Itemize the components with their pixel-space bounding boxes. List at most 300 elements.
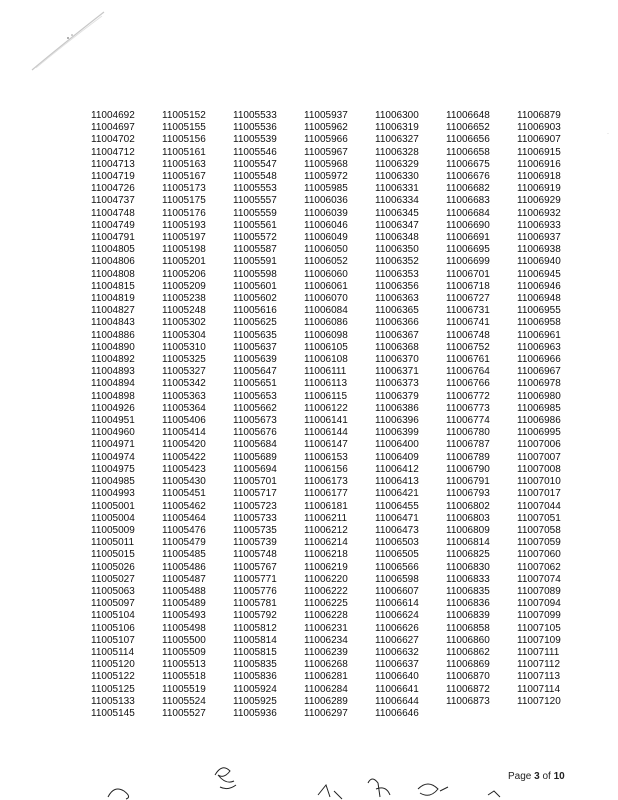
- id-cell: 11004819: [91, 293, 135, 305]
- table-row: [91, 647, 577, 659]
- id-cell: 11005498: [162, 622, 206, 634]
- id-cell: 11006289: [304, 695, 348, 707]
- id-cell: 11004893: [91, 366, 135, 378]
- id-cell: 11006153: [304, 451, 348, 463]
- id-cell: 11005363: [162, 390, 206, 402]
- id-cell: 11005464: [162, 512, 206, 524]
- id-cell: 11005689: [233, 451, 277, 463]
- id-cell: 11005539: [233, 134, 277, 146]
- id-cell: 11007060: [517, 549, 561, 561]
- id-cell: 11005509: [162, 646, 206, 658]
- id-cell: 11004692: [91, 110, 135, 121]
- signature-3: [318, 785, 342, 799]
- id-cell: 11006860: [446, 634, 490, 646]
- id-cell: 11004975: [91, 463, 135, 475]
- id-cell: 11006111: [304, 366, 347, 378]
- id-cell: 11005106: [91, 622, 135, 634]
- id-cell: 11007059: [517, 537, 561, 549]
- id-cell: 11006108: [304, 354, 348, 366]
- id-cell: 11004886: [91, 329, 135, 341]
- id-cell: 11005635: [233, 329, 277, 341]
- id-cell: 11005781: [233, 598, 277, 610]
- id-cell: 11006940: [517, 256, 561, 268]
- id-cell: 11006675: [446, 158, 490, 170]
- id-cell: 11005559: [233, 207, 277, 219]
- id-cell: 11006214: [304, 537, 348, 549]
- scan-mark: [28, 8, 108, 78]
- id-cell: 11005776: [233, 585, 277, 597]
- id-cell: 11006421: [375, 488, 419, 500]
- id-cell: 11006177: [304, 488, 348, 500]
- id-cell: 11007112: [517, 659, 561, 671]
- id-cell: 11004971: [91, 439, 135, 451]
- id-cell: 11006748: [446, 329, 490, 341]
- id-cell: 11006367: [375, 329, 419, 341]
- id-cell: 11006766: [446, 378, 490, 390]
- id-cell: 11005489: [162, 598, 206, 610]
- table-row: [91, 305, 577, 317]
- id-cell: 11005639: [233, 354, 277, 366]
- id-cell: 11005248: [162, 305, 206, 317]
- id-cell: 11006329: [375, 158, 419, 170]
- id-cell: 11006946: [517, 280, 561, 292]
- id-cell: 11006220: [304, 573, 348, 585]
- table-row: [91, 220, 577, 232]
- id-cell: 11005601: [233, 280, 277, 292]
- id-cell: 11007114: [517, 683, 561, 695]
- id-cell: 11005967: [304, 146, 348, 158]
- table-row: [91, 269, 577, 281]
- table-row: [91, 562, 577, 574]
- id-cell: 11005739: [233, 537, 277, 549]
- id-cell: 11007111: [517, 646, 560, 658]
- id-cell: 11004843: [91, 317, 135, 329]
- id-cell: 11004985: [91, 476, 135, 488]
- table-row: [91, 488, 577, 500]
- id-cell: [446, 708, 517, 720]
- id-cell: 11006644: [375, 695, 419, 707]
- id-cell: 11006365: [375, 305, 419, 317]
- id-cell: 11006640: [375, 671, 419, 683]
- id-cell: 11005238: [162, 293, 206, 305]
- id-cell: 11006352: [375, 256, 419, 268]
- id-cell: 11005836: [233, 671, 277, 683]
- id-cell: 11006347: [375, 219, 419, 231]
- id-cell: 11005145: [91, 707, 135, 719]
- table-row: [91, 415, 577, 427]
- table-row: [91, 537, 577, 549]
- id-cell: 11005004: [91, 512, 135, 524]
- id-cell: 11005966: [304, 134, 348, 146]
- id-cell: 11005175: [162, 195, 206, 207]
- id-cell: 11005302: [162, 317, 206, 329]
- id-cell: 11006225: [304, 598, 348, 610]
- id-cell: 11005201: [162, 256, 206, 268]
- id-cell: 11006873: [446, 695, 490, 707]
- id-cell: 11005026: [91, 561, 135, 573]
- signature-2: [215, 768, 236, 789]
- id-cell: 11004890: [91, 341, 135, 353]
- id-cell: 11006050: [304, 244, 348, 256]
- id-cell: 11006833: [446, 573, 490, 585]
- id-cell: 11005027: [91, 573, 135, 585]
- id-cell: 11006379: [375, 390, 419, 402]
- id-cell: 11005533: [233, 110, 277, 121]
- id-cell: 11006937: [517, 232, 561, 244]
- id-cell: 11006773: [446, 402, 490, 414]
- id-cell: 11006598: [375, 573, 419, 585]
- id-cell: 11005479: [162, 537, 206, 549]
- id-cell: 11005063: [91, 585, 135, 597]
- id-cell: 11005662: [233, 402, 277, 414]
- id-cell: 11006958: [517, 317, 561, 329]
- id-cell: 11006061: [304, 280, 348, 292]
- id-cell: 11005553: [233, 183, 277, 195]
- id-cell: 11007051: [517, 512, 561, 524]
- id-cell: 11006967: [517, 366, 561, 378]
- id-cell: 11006268: [304, 659, 348, 671]
- table-row: [91, 708, 577, 720]
- table-row: [91, 122, 577, 134]
- id-cell: 11007120: [517, 695, 561, 707]
- id-cell: 11005587: [233, 244, 277, 256]
- id-cell: 11005602: [233, 293, 277, 305]
- id-cell: 11005637: [233, 341, 277, 353]
- id-cell: 11004726: [91, 183, 135, 195]
- table-row: [91, 256, 577, 268]
- id-cell: 11006122: [304, 402, 348, 414]
- signature-4: [368, 779, 390, 797]
- table-row: [91, 525, 577, 537]
- id-cell: 11006319: [375, 122, 419, 134]
- table-row: [91, 623, 577, 635]
- signature-1: [108, 789, 129, 799]
- id-cell: 11006966: [517, 354, 561, 366]
- table-row: [91, 549, 577, 561]
- id-cell: 11005598: [233, 268, 277, 280]
- id-cell: 11005616: [233, 305, 277, 317]
- id-cell: 11005422: [162, 451, 206, 463]
- id-cell: 11006948: [517, 293, 561, 305]
- table-row: [91, 671, 577, 683]
- id-cell: 11007010: [517, 476, 561, 488]
- id-cell: 11006648: [446, 110, 490, 121]
- id-cell: 11006503: [375, 537, 419, 549]
- id-cell: 11005673: [233, 415, 277, 427]
- table-row: [91, 208, 577, 220]
- id-cell: 11005936: [233, 707, 277, 719]
- id-cell: 11005812: [233, 622, 277, 634]
- table-row: [91, 232, 577, 244]
- id-cell: 11006473: [375, 524, 419, 536]
- table-row: [91, 342, 577, 354]
- id-cell: 11005684: [233, 439, 277, 451]
- id-cell: 11005476: [162, 524, 206, 536]
- id-cell: 11006809: [446, 524, 490, 536]
- id-cell: 11006683: [446, 195, 490, 207]
- id-cell: 11005011: [91, 537, 135, 549]
- id-cell: 11006471: [375, 512, 419, 524]
- scan-speck: ·: [607, 131, 609, 137]
- id-cell: 11005647: [233, 366, 277, 378]
- id-cell: 11005206: [162, 268, 206, 280]
- id-cell: 11006105: [304, 341, 348, 353]
- id-cell: 11006986: [517, 415, 561, 427]
- id-cell: 11005193: [162, 219, 206, 231]
- id-cell: 11005676: [233, 427, 277, 439]
- id-cell: 11006614: [375, 598, 419, 610]
- id-cell: 11007094: [517, 598, 561, 610]
- id-cell: 11007062: [517, 561, 561, 573]
- id-cell: 11007008: [517, 463, 561, 475]
- id-cell: 11006113: [304, 378, 348, 390]
- table-row: [91, 183, 577, 195]
- id-cell: 11005420: [162, 439, 206, 451]
- id-cell: 11007105: [517, 622, 561, 634]
- table-row: [91, 147, 577, 159]
- id-cell: 11005985: [304, 183, 348, 195]
- table-row: [91, 598, 577, 610]
- id-cell: 11006330: [375, 171, 419, 183]
- id-number-table: [91, 110, 577, 720]
- table-row: [91, 171, 577, 183]
- id-cell: 11006731: [446, 305, 490, 317]
- id-cell: 11005653: [233, 390, 277, 402]
- id-cell: 11005487: [162, 573, 206, 585]
- id-cell: 11006284: [304, 683, 348, 695]
- id-cell: 11006682: [446, 183, 490, 195]
- table-row: [91, 659, 577, 671]
- id-cell: 11004697: [91, 122, 135, 134]
- id-cell: 11006356: [375, 280, 419, 292]
- id-cell: 11007017: [517, 488, 561, 500]
- id-cell: 11006219: [304, 561, 348, 573]
- id-cell: 11006791: [446, 476, 490, 488]
- signature-6: [488, 791, 500, 797]
- id-cell: 11005968: [304, 158, 348, 170]
- id-cell: 11006353: [375, 268, 419, 280]
- id-cell: 11005001: [91, 500, 135, 512]
- table-row: [91, 391, 577, 403]
- id-cell: 11006938: [517, 244, 561, 256]
- page-current: 3: [534, 771, 540, 782]
- id-cell: 11006789: [446, 451, 490, 463]
- id-cell: 11006144: [304, 427, 348, 439]
- id-cell: 11006409: [375, 451, 419, 463]
- id-cell: 11006980: [517, 390, 561, 402]
- table-row: [91, 134, 577, 146]
- id-cell: 11004808: [91, 268, 135, 280]
- id-cell: 11004806: [91, 256, 135, 268]
- page-prefix: Page: [508, 771, 535, 782]
- id-cell: 11004713: [91, 158, 135, 170]
- id-cell: 11005155: [162, 122, 206, 134]
- id-cell: 11005414: [162, 427, 206, 439]
- id-cell: 11005625: [233, 317, 277, 329]
- table-row: [91, 366, 577, 378]
- table-row: [91, 378, 577, 390]
- id-cell: 11005485: [162, 549, 206, 561]
- id-cell: 11006046: [304, 219, 348, 231]
- id-cell: 11005173: [162, 183, 206, 195]
- id-cell: 11006328: [375, 146, 419, 158]
- id-cell: 11006787: [446, 439, 490, 451]
- table-row: [91, 635, 577, 647]
- id-cell: 11006234: [304, 634, 348, 646]
- id-cell: 11005694: [233, 463, 277, 475]
- id-cell: 11005547: [233, 158, 277, 170]
- id-cell: 11006147: [304, 439, 348, 451]
- table-row: [91, 330, 577, 342]
- id-cell: 11006231: [304, 622, 348, 634]
- id-cell: 11006297: [304, 707, 348, 719]
- table-row: [91, 610, 577, 622]
- id-cell: 11005104: [91, 610, 135, 622]
- id-cell: 11007006: [517, 439, 561, 451]
- id-cell: 11006839: [446, 610, 490, 622]
- table-row: [91, 244, 577, 256]
- signatures-row: [0, 755, 618, 800]
- table-row: [91, 513, 577, 525]
- id-cell: 11006413: [375, 476, 419, 488]
- id-cell: 11006858: [446, 622, 490, 634]
- page-total: 10: [553, 771, 565, 782]
- id-cell: 11006222: [304, 585, 348, 597]
- id-cell: 11005325: [162, 354, 206, 366]
- id-cell: 11006300: [375, 110, 419, 121]
- id-cell: 11005209: [162, 280, 206, 292]
- id-cell: 11006641: [375, 683, 419, 695]
- id-cell: 11005451: [162, 488, 206, 500]
- id-cell: 11005767: [233, 561, 277, 573]
- id-cell: 11005133: [91, 695, 135, 707]
- id-cell: 11005486: [162, 561, 206, 573]
- id-cell: 11005924: [233, 683, 277, 695]
- id-cell: 11006098: [304, 329, 348, 341]
- id-cell: 11006814: [446, 537, 490, 549]
- table-row: [91, 403, 577, 415]
- id-cell: 11007074: [517, 573, 561, 585]
- id-cell: 11006727: [446, 293, 490, 305]
- id-cell: 11005097: [91, 598, 135, 610]
- id-cell: 11006872: [446, 683, 490, 695]
- table-row: [91, 110, 577, 122]
- id-cell: 11005792: [233, 610, 277, 622]
- id-cell: 11005536: [233, 122, 277, 134]
- id-cell: 11006115: [304, 390, 348, 402]
- id-cell: 11005406: [162, 415, 206, 427]
- table-row: [91, 354, 577, 366]
- id-cell: 11005197: [162, 232, 206, 244]
- id-cell: 11004926: [91, 402, 135, 414]
- id-cell: 11006334: [375, 195, 419, 207]
- id-cell: 11004702: [91, 134, 135, 146]
- id-cell: 11006699: [446, 256, 490, 268]
- id-cell: 11006049: [304, 232, 348, 244]
- id-cell: 11006646: [375, 707, 419, 719]
- id-cell: 11006862: [446, 646, 490, 658]
- id-cell: 11006752: [446, 341, 490, 353]
- id-cell: 11004719: [91, 171, 135, 183]
- id-cell: 11006869: [446, 659, 490, 671]
- id-cell: 11005125: [91, 683, 135, 695]
- id-cell: 11005342: [162, 378, 206, 390]
- id-cell: 11004737: [91, 195, 135, 207]
- id-cell: 11006141: [304, 415, 348, 427]
- id-cell: 11006870: [446, 671, 490, 683]
- id-cell: 11006086: [304, 317, 348, 329]
- id-cell: 11006825: [446, 549, 490, 561]
- id-cell: 11006907: [517, 134, 561, 146]
- id-cell: 11006701: [446, 268, 490, 280]
- id-cell: 11006690: [446, 219, 490, 231]
- id-cell: 11004974: [91, 451, 135, 463]
- id-cell: 11006371: [375, 366, 419, 378]
- id-cell: 11005548: [233, 171, 277, 183]
- id-cell: 11006363: [375, 293, 419, 305]
- id-cell: 11005176: [162, 207, 206, 219]
- id-cell: 11006656: [446, 134, 490, 146]
- id-cell: 11006915: [517, 146, 561, 158]
- id-cell: 11006879: [517, 110, 561, 121]
- id-cell: 11006396: [375, 415, 419, 427]
- id-cell: 11006637: [375, 659, 419, 671]
- id-cell: 11005925: [233, 695, 277, 707]
- id-cell: 11005591: [233, 256, 277, 268]
- id-cell: 11006060: [304, 268, 348, 280]
- id-cell: 11006918: [517, 171, 561, 183]
- id-cell: 11005701: [233, 476, 277, 488]
- id-cell: 11005161: [162, 146, 206, 158]
- id-cell: 11006793: [446, 488, 490, 500]
- id-cell: 11006084: [304, 305, 348, 317]
- id-cell: 11006835: [446, 585, 490, 597]
- id-cell: 11005152: [162, 110, 206, 121]
- id-cell: 11005462: [162, 500, 206, 512]
- id-cell: 11005572: [233, 232, 277, 244]
- id-cell: 11006652: [446, 122, 490, 134]
- id-cell: 11006780: [446, 427, 490, 439]
- id-cell: 11006607: [375, 585, 419, 597]
- id-cell: 11005972: [304, 171, 348, 183]
- id-cell: 11006366: [375, 317, 419, 329]
- table-row: [91, 464, 577, 476]
- id-cell: 11004827: [91, 305, 135, 317]
- id-cell: 11005546: [233, 146, 277, 158]
- id-cell: 11006212: [304, 524, 348, 536]
- id-cell: 11006718: [446, 280, 490, 292]
- id-cell: 11005527: [162, 707, 206, 719]
- table-row: [91, 452, 577, 464]
- id-cell: 11006399: [375, 427, 419, 439]
- id-cell: 11006386: [375, 402, 419, 414]
- id-cell: 11006281: [304, 671, 348, 683]
- id-cell: 11006955: [517, 305, 561, 317]
- id-cell: 11005430: [162, 476, 206, 488]
- id-cell: 11005962: [304, 122, 348, 134]
- id-cell: 11005937: [304, 110, 348, 121]
- id-cell: 11006350: [375, 244, 419, 256]
- id-cell: 11006070: [304, 293, 348, 305]
- id-cell: 11005009: [91, 524, 135, 536]
- id-cell: 11006156: [304, 463, 348, 475]
- id-cell: 11005156: [162, 134, 206, 146]
- id-cell: 11006505: [375, 549, 419, 561]
- id-cell: 11006929: [517, 195, 561, 207]
- table-row: [91, 586, 577, 598]
- id-cell: 11006412: [375, 463, 419, 475]
- id-cell: 11006039: [304, 207, 348, 219]
